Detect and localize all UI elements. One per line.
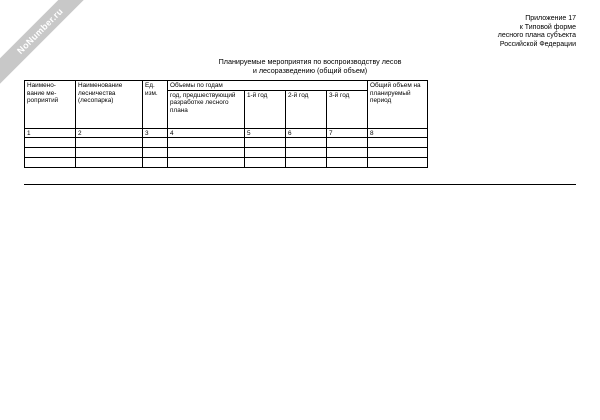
table-cell (25, 148, 76, 158)
table-cell (327, 158, 368, 168)
header-previous-year: год, предшествующий разработке лесного плана (168, 90, 245, 128)
table-cell (76, 148, 143, 158)
table-cell (76, 158, 143, 168)
header-measure-name: Наимено- вание ме- роприятий (25, 81, 76, 129)
table-row (25, 148, 428, 158)
column-number: 4 (168, 128, 245, 138)
table-cell (143, 158, 168, 168)
appendix-note (498, 15, 576, 49)
appendix-line: лесного плана субъекта (497, 32, 576, 39)
header-yearly-volumes: Объемы по годам (168, 81, 368, 91)
appendix-line: Приложение 17 (525, 15, 576, 22)
column-number: 6 (286, 128, 327, 138)
title-line-1: Планируемые мероприятия по воспроизводству лесов (218, 57, 402, 66)
table-cell (143, 148, 168, 158)
table-cell (168, 148, 245, 158)
column-number: 7 (327, 128, 368, 138)
column-number: 3 (143, 128, 168, 138)
table-cell (368, 148, 428, 158)
header-year-2: 2-й год (286, 90, 327, 128)
column-number: 2 (76, 128, 143, 138)
header-row-top (25, 81, 428, 91)
table-cell (143, 138, 168, 148)
watermark-text: NoNumber.ru (15, 6, 65, 56)
header-unit: Ед. изм. (143, 81, 168, 129)
table-cell (368, 158, 428, 168)
table-cell (327, 138, 368, 148)
measures-table (24, 80, 428, 168)
header-total-volume: Общий объем на планируемый период (368, 81, 428, 129)
table-cell (286, 148, 327, 158)
table-cell (286, 158, 327, 168)
table-cell (368, 138, 428, 148)
table-cell (245, 138, 286, 148)
table-cell (168, 138, 245, 148)
table-cell (245, 148, 286, 158)
table-row (25, 138, 428, 148)
column-number: 1 (25, 128, 76, 138)
header-forestry-name: Наименование лесничества (лесопарка) (76, 81, 143, 129)
header-year-1: 1-й год (245, 90, 286, 128)
column-number: 5 (245, 128, 286, 138)
table-cell (168, 158, 245, 168)
appendix-line: Российской Федерации (499, 40, 576, 48)
document-title (0, 57, 600, 75)
bottom-divider (24, 184, 576, 185)
table-cell (25, 158, 76, 168)
title-line-2: и лесоразведению (общий объем) (252, 66, 368, 75)
table-cell (286, 138, 327, 148)
table-cell (25, 138, 76, 148)
table-cell (245, 158, 286, 168)
table-cell (327, 148, 368, 158)
table-row (25, 158, 428, 168)
column-number-row (25, 128, 428, 138)
table-cell (76, 138, 143, 148)
header-year-3: 3-й год (327, 90, 368, 128)
column-number: 8 (368, 128, 428, 138)
appendix-line: к Типовой форме (519, 23, 576, 31)
